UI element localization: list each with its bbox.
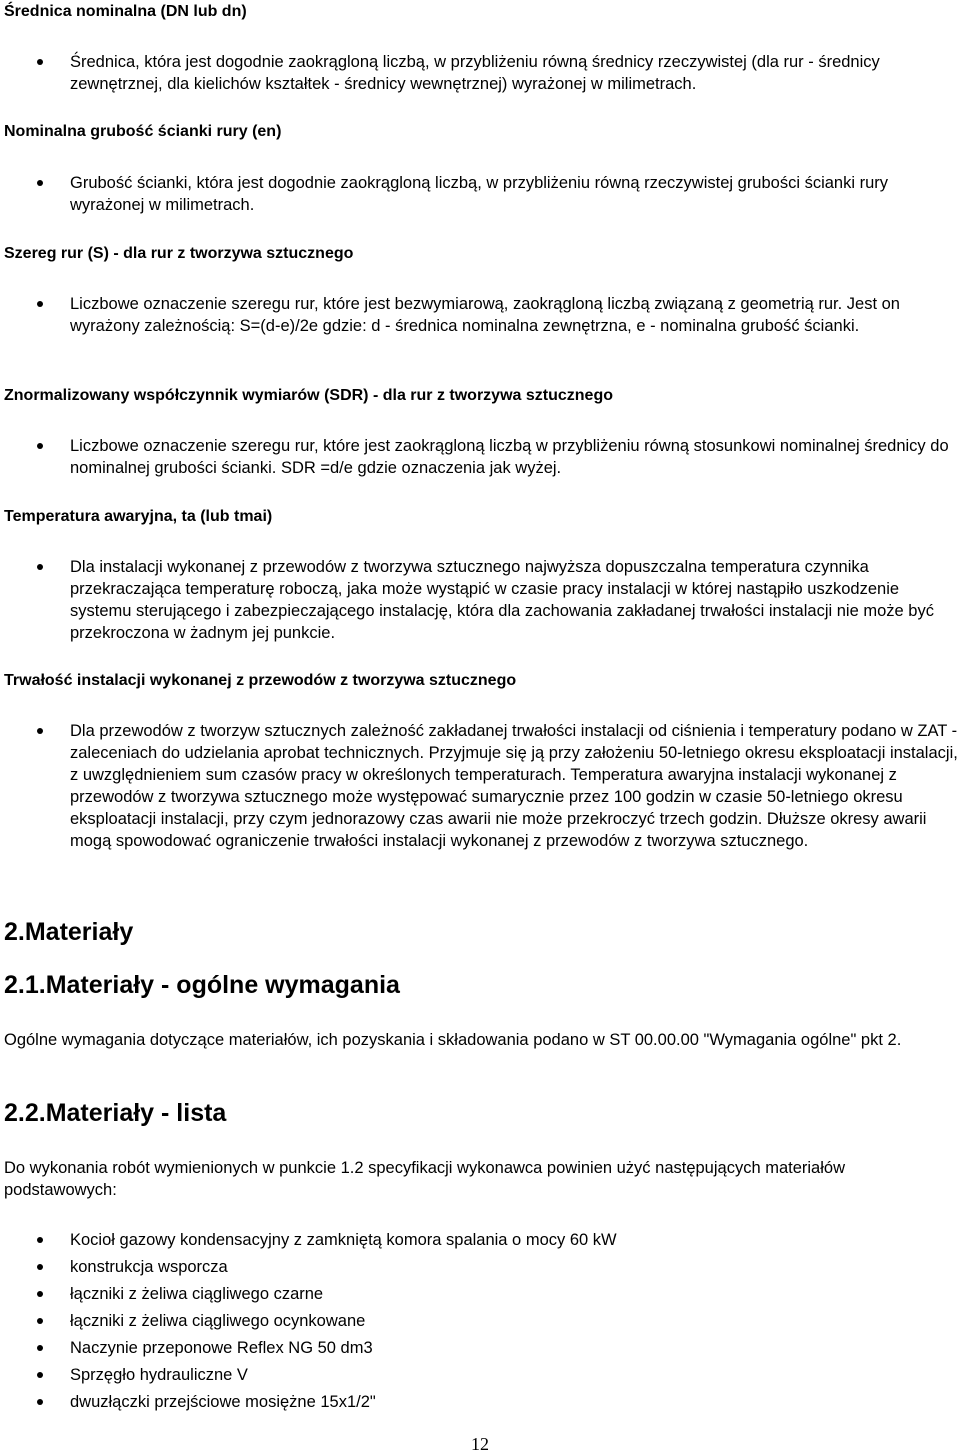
section-heading: Szereg rur (S) - dla rur z tworzywa sztucznego — [4, 245, 354, 262]
section-heading: Nominalna grubość ścianki rury (en) — [4, 123, 282, 140]
chapter-heading: 2.Materiały — [4, 918, 134, 946]
bullet-icon — [37, 1291, 43, 1297]
bullet-icon — [37, 1237, 43, 1243]
subsection-heading: 2.1.Materiały - ogólne wymagania — [4, 971, 400, 999]
paragraph: Do wykonania robót wymienionych w punkcie 1.2 specyfikacji wykonawca powinien użyć następujących materiałów podstawowych: — [4, 1159, 845, 1199]
document-page: Średnica nominalna (DN lub dn) Średnica, która jest dogodnie zaokrągloną liczbą, w przybliżeniu równą średnicy rzeczywistej (dla rur - średnicy zewnętrznej, dla kielichów kształtek - średnicy wewnętrznej) wyrażonej w milimetrach. Nominalna grubość ścianki rury (en) Grubość ścianki, która jest dogodnie zaokrągloną liczbą, w przybliżeniu równą rzeczywistej grubości ścianki rury wyrażonej w milimetrach. Szereg rur (S) - dla rur z tworzywa sztucznego Liczbowe oznaczenie szeregu rur, które jest bezwymiarową, zaokrągloną liczbą związaną z geometrią rur. Jest on wyrażony zależnością: S=(d-e)/2e gdzie: d - średnica nominalna zewnętrzna, e - nominalna grubość ścianki. Znormalizowany współczynnik wymiarów (SDR) - dla rur z tworzywa sztucznego Liczbowe oznaczenie szeregu rur, które jest zaokrągloną liczbą w przybliżeniu równą stosunkowi nominalnej średnicy do nominalnej grubości ścianki. SDR =d/e gdzie oznaczenia jak wyżej. Temperatura awaryjna, ta (lub tmai) Dla instalacji wykonanej z przewodów z tworzywa sztucznego najwyższa dopuszczalna temperatura czynnika przekraczająca temperaturę roboczą, jaka może wystąpić w czasie pracy instalacji w której nastąpiło uszkodzenie systemu sterującego i zabezpieczającego instalację, która dla zachowania zakładanej trwałości instalacji nie może być przekroczona w żadnym jej punkcie. Trwałość instalacji wykonanej z przewodów z tworzywa sztucznego Dla przewodów z tworzyw sztucznych zależność zakładanej trwałości instalacji od ciśnienia i temperatury podano w ZAT - zaleceniach do udzielania aprobat technicznych. Przyjmuje się ją przy założeniu 50-letniego okresu eksploatacji instalacji, z uwzględnieniem sum czasów pracy w określonych temperaturach. Temperatura awaryjna instalacji wykonanej z przewodów z tworzywa sztucznego może występować sumarycznie przez 100 godzin w czasie 50-letniego okresu eksploatacji instalacji, przy czym jednorazowy czas awarii nie może przekroczyć trzech godzin. Dłuższe okresy awarii mogą spowodować ograniczenie trwałości instalacji wykonanej z przewodów z tworzywa sztucznego. 2.Materiały 2.1.Materiały - ogólne wymagania Ogólne wymagania dotyczące materiałów, ich pozyskania i składowania podano w ST 00.00.00 "Wymagania ogólne" pkt 2. 2.2.Materiały - lista Do wykonania robót wymienionych w punkcie 1.2 specyfikacji wykonawca powinien użyć następujących materiałów podstawowych: Kocioł gazowy kondensacyjny z zamkniętą komora spalania o mocy 60 kW konstrukcja wsporcza łączniki z żeliwa ciągliwego czarne łączniki z żeliwa ciągliwego ocynkowane Naczynie przeponowe Reflex NG 50 dm3 Sprzęgło hydrauliczne V dwuzłączki przejściowe mosiężne 15x1/2" 12 — [0, 0, 960, 1455]
bullet-icon — [37, 564, 43, 570]
section-heading: Temperatura awaryjna, ta (lub tmai) — [4, 508, 273, 525]
bullet-icon — [37, 301, 43, 307]
bullet-icon — [37, 180, 43, 186]
page-number: 12 — [471, 1434, 489, 1454]
subsection-heading: 2.2.Materiały - lista — [4, 1099, 227, 1127]
bullet-icon — [37, 59, 43, 65]
bullet-icon — [37, 443, 43, 449]
bullet-icon — [37, 728, 43, 734]
section-heading: Trwałość instalacji wykonanej z przewodów z tworzywa sztucznego — [4, 672, 517, 689]
section-heading: Znormalizowany współczynnik wymiarów (SDR) - dla rur z tworzywa sztucznego — [4, 387, 613, 404]
bullet-icon — [37, 1264, 43, 1270]
bullet-icon — [37, 1372, 43, 1378]
section-heading: Średnica nominalna (DN lub dn) — [4, 3, 247, 20]
paragraph: Ogólne wymagania dotyczące materiałów, ich pozyskania i składowania podano w ST 00.00.00 "Wymagania ogólne" pkt 2. — [4, 1031, 902, 1049]
bullet-icon — [37, 1318, 43, 1324]
bullet-icon — [37, 1399, 43, 1405]
bullet-icon — [37, 1345, 43, 1351]
